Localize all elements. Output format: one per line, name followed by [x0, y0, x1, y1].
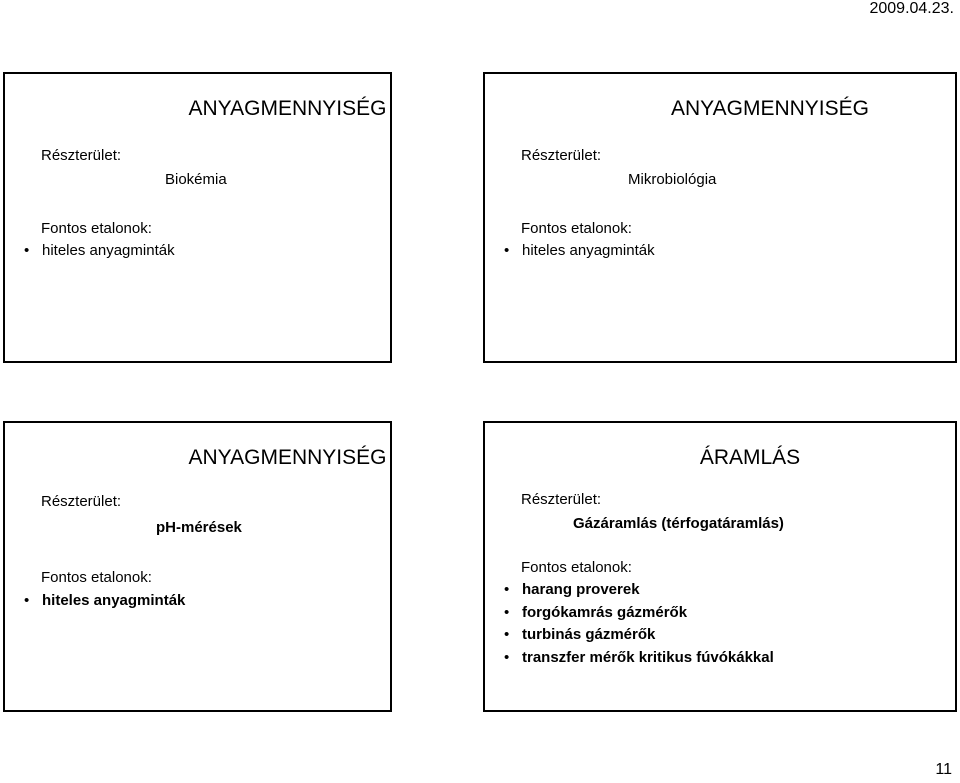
- list-item: • transzfer mérők kritikus fúvókákkal: [504, 647, 774, 670]
- bullet-icon: •: [504, 242, 510, 259]
- standards-label: Fontos etalonok:: [41, 220, 152, 237]
- standards-label: Fontos etalonok:: [41, 569, 152, 586]
- standards-list: [24, 240, 175, 263]
- list-item: • turbinás gázmérők: [504, 624, 774, 647]
- slide-title: ANYAGMENNYISÉG: [671, 97, 869, 120]
- slide-title: ÁRAMLÁS: [699, 446, 801, 469]
- page-number: 11: [935, 761, 952, 778]
- subarea-label: Részterület:: [41, 147, 122, 164]
- slide-title: ANYAGMENNYISÉG: [188, 97, 387, 120]
- subarea-value: pH-mérések: [156, 519, 242, 536]
- bullet-icon: •: [504, 603, 510, 621]
- subarea-value: Biokémia: [165, 171, 227, 188]
- bullet-icon: •: [504, 648, 510, 666]
- subarea-value: Gázáramlás (térfogatáramlás): [573, 515, 784, 532]
- list-item: • forgókamrás gázmérők: [504, 602, 774, 625]
- standards-list: [24, 590, 185, 613]
- bullet-icon: •: [24, 242, 30, 259]
- slide-mikrobiologia: [483, 72, 957, 363]
- subarea-label: Részterület:: [521, 491, 602, 508]
- slide-title: ANYAGMENNYISÉG: [188, 446, 387, 469]
- slide-aramlas: [483, 421, 957, 712]
- standards-label: Fontos etalonok:: [521, 559, 632, 576]
- bullet-icon: •: [504, 626, 510, 643]
- subarea-value: Mikrobiológia: [628, 171, 717, 188]
- standards-list: [504, 240, 655, 263]
- list-item: • harang proverek: [504, 579, 774, 602]
- standards-label: Fontos etalonok:: [521, 220, 632, 237]
- list-item: • hiteles anyagminták: [24, 240, 175, 263]
- bullet-icon: •: [24, 592, 30, 609]
- date-stamp: 2009.04.23.: [869, 0, 954, 17]
- slide-biokemia: [3, 72, 392, 363]
- standards-list: [504, 579, 774, 669]
- slide-ph-meresek: [3, 421, 392, 712]
- subarea-label: Részterület:: [521, 147, 602, 164]
- subarea-label: Részterület:: [41, 493, 122, 510]
- list-item: • hiteles anyagminták: [504, 240, 655, 263]
- list-item: • hiteles anyagminták: [24, 590, 185, 613]
- bullet-icon: •: [504, 581, 510, 598]
